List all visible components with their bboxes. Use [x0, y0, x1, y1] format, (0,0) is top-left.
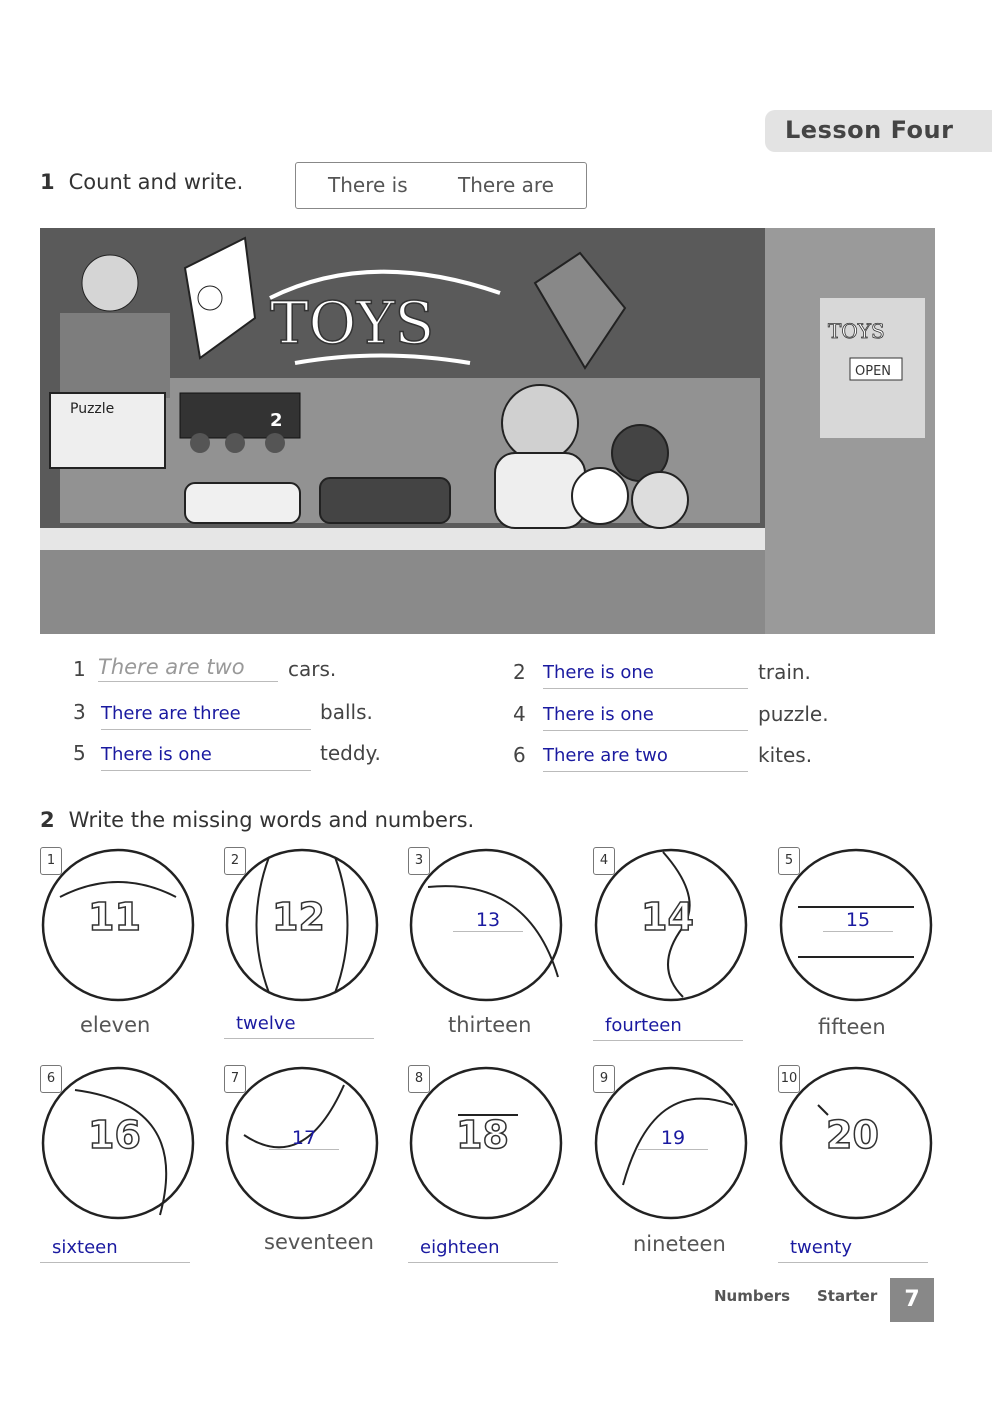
exercise2-number: 2 [40, 808, 55, 832]
ball-number: 20 [826, 1113, 879, 1157]
ball-word: nineteen [633, 1232, 726, 1256]
exercise2-title [40, 808, 474, 832]
sentence-6 [513, 743, 853, 773]
sentence-ending: kites. [758, 743, 813, 767]
ball-badge: 2 [224, 847, 246, 875]
sentence-ending: balls. [320, 700, 373, 724]
puzzle-label: Puzzle [70, 401, 115, 417]
answer-field[interactable]: There are two [98, 655, 278, 682]
sentence-ending: teddy. [320, 741, 381, 765]
lesson-title: Lesson Four [785, 116, 954, 144]
ball-word[interactable]: fourteen [593, 1015, 743, 1041]
ball-word[interactable]: twelve [224, 1013, 374, 1039]
ball-badge: 10 [778, 1065, 800, 1093]
answer-field[interactable]: There is one [101, 744, 311, 771]
page-top-margin [0, 0, 992, 82]
door-toys-sign: TOYS [828, 319, 885, 343]
answer-field[interactable]: There is one [543, 662, 748, 689]
footer-section: Numbers [714, 1287, 791, 1305]
sentence-number: 3 [73, 700, 86, 724]
ball-badge: 1 [40, 847, 62, 875]
sentence-ending: puzzle. [758, 702, 829, 726]
exercise2-title-text: Write the missing words and numbers. [68, 808, 475, 832]
ball-word[interactable]: twenty [778, 1237, 928, 1263]
sentence-ending: train. [758, 660, 811, 684]
ball-word: eleven [80, 1013, 151, 1037]
ball-item [40, 1065, 225, 1265]
ball-number: 12 [272, 895, 325, 939]
ball-number: 11 [88, 895, 141, 939]
ball-number[interactable]: 17 [269, 1127, 339, 1150]
word-box-item-there-are: There are [458, 173, 554, 197]
answer-field[interactable]: There are two [543, 745, 748, 772]
exercise1-title [40, 170, 243, 194]
answer-field[interactable]: There are three [101, 703, 311, 730]
ball-number: 16 [88, 1113, 141, 1157]
sentence-4 [513, 702, 853, 732]
train-number: 2 [270, 410, 283, 431]
word-box [295, 162, 587, 209]
answer-field[interactable]: There is one [543, 704, 748, 731]
ball-number[interactable]: 13 [453, 909, 523, 932]
ball-number: 14 [641, 895, 694, 939]
ball-badge: 4 [593, 847, 615, 875]
sentence-3 [73, 700, 403, 730]
ball-item [778, 1065, 963, 1265]
footer-unit: Starter [817, 1287, 878, 1305]
sentence-1 [73, 657, 373, 687]
toy-shop-drawing [40, 228, 935, 634]
sentence-5 [73, 741, 403, 771]
ball-word: seventeen [264, 1230, 374, 1254]
ball-word[interactable]: sixteen [40, 1237, 190, 1263]
ball-badge: 8 [408, 1065, 430, 1093]
ball-badge: 6 [40, 1065, 62, 1093]
word-box-item-there-is: There is [328, 173, 408, 197]
ball-number: 18 [456, 1113, 509, 1157]
ball-number[interactable]: 19 [638, 1127, 708, 1150]
exercise1-title-text: Count and write. [68, 170, 244, 194]
ball-number[interactable]: 15 [823, 909, 893, 932]
page-number: 7 [890, 1278, 934, 1322]
lesson-tab [765, 110, 992, 152]
sentence-number: 6 [513, 743, 526, 767]
ball-badge: 9 [593, 1065, 615, 1093]
ball-word: thirteen [448, 1013, 532, 1037]
ball-word: fifteen [818, 1015, 886, 1039]
sentence-number: 2 [513, 660, 526, 684]
ball-item [408, 1065, 593, 1265]
sentence-number: 1 [73, 657, 86, 681]
sentence-number: 5 [73, 741, 86, 765]
toy-shop-illustration [40, 228, 935, 634]
sentence-2 [513, 660, 853, 690]
open-sign: OPEN [855, 364, 892, 379]
ball-word[interactable]: eighteen [408, 1237, 558, 1263]
toys-sign-text: TOYS [270, 289, 435, 357]
ball-badge: 5 [778, 847, 800, 875]
sentence-ending: cars. [288, 657, 337, 681]
ball-badge: 3 [408, 847, 430, 875]
ball-badge: 7 [224, 1065, 246, 1093]
exercise1-number: 1 [40, 170, 55, 194]
sentence-number: 4 [513, 702, 526, 726]
